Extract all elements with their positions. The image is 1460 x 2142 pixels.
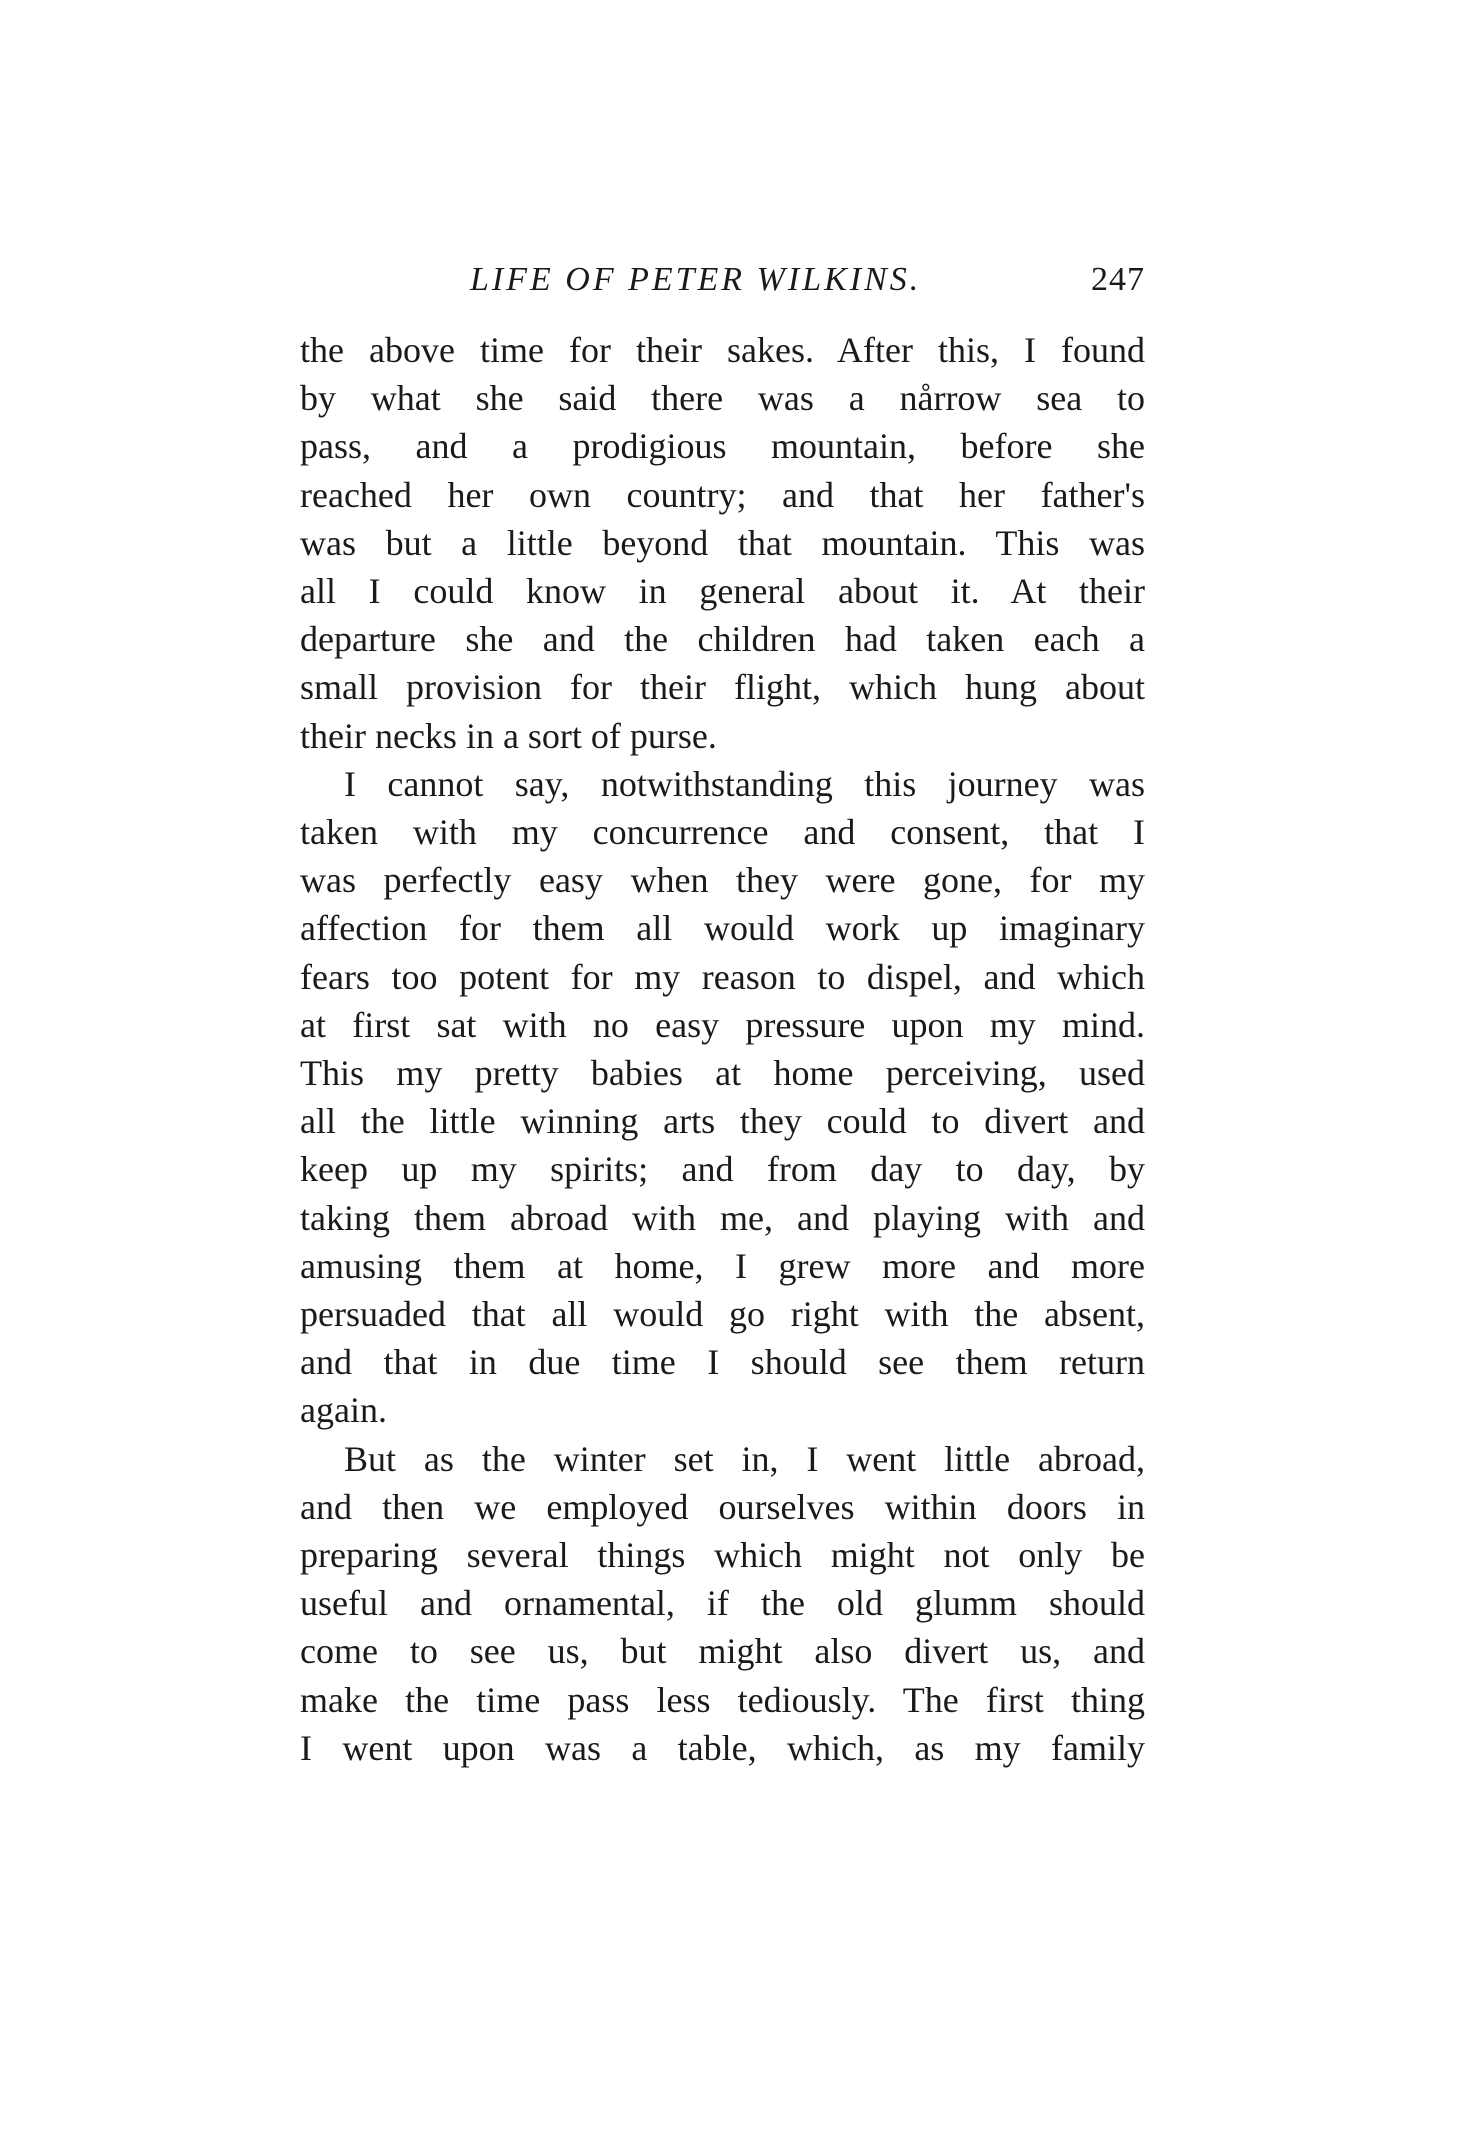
text-line: I cannot say, notwithstanding this journey was [344, 763, 1145, 804]
text-line: persuaded that all would go right with the absent, [300, 1294, 1145, 1335]
text-line: the above time for their sakes. After this, I found [300, 330, 1145, 370]
text-line: affection for them all would work up imaginary [300, 908, 1145, 949]
text-line: taken with my concurrence and consent, that I [300, 812, 1145, 853]
text-line: taking them abroad with me, and playing with and [300, 1197, 1145, 1238]
page-number: 247 [1091, 261, 1145, 298]
text-line: make the time pass less tediously. The first thing [300, 1679, 1145, 1720]
text-line: again. [300, 1390, 387, 1431]
text-line: pass, and a prodigious mountain, before she [300, 426, 1145, 467]
text-line: all the little winning arts they could to divert and [300, 1101, 1145, 1142]
paragraph-1 [300, 326, 1145, 760]
body-text [300, 326, 1145, 1772]
text-line: by what she said there was a nårrow sea to [300, 378, 1145, 419]
text-line: preparing several things which might not only be [300, 1535, 1145, 1576]
text-line: come to see us, but might also divert us, and [300, 1631, 1145, 1672]
text-line: I went upon was a table, which, as my family [300, 1727, 1145, 1768]
text-line: amusing them at home, I grew more and more [300, 1245, 1145, 1286]
running-head [300, 250, 1145, 310]
text-line: was perfectly easy when they were gone, for my [300, 860, 1145, 901]
running-title: LIFE OF PETER WILKINS. [470, 261, 922, 298]
text-line: reached her own country; and that her father's [300, 474, 1145, 515]
text-line: keep up my spirits; and from day to day, by [300, 1149, 1145, 1190]
text-line: at first sat with no easy pressure upon my mind. [300, 1004, 1145, 1045]
text-line: their necks in a sort of purse. [300, 715, 717, 756]
text-line: But as the winter set in, I went little abroad, [344, 1438, 1145, 1479]
text-line: all I could know in general about it. At their [300, 571, 1145, 612]
text-line: was but a little beyond that mountain. This was [300, 522, 1145, 563]
text-line: departure she and the children had taken each a [300, 619, 1145, 660]
text-line: small provision for their flight, which hung about [300, 667, 1145, 708]
text-line: useful and ornamental, if the old glumm should [300, 1583, 1145, 1624]
paragraph-2 [300, 760, 1145, 1435]
text-line: and that in due time I should see them return [300, 1342, 1145, 1383]
text-line: and then we employed ourselves within doors in [300, 1486, 1145, 1527]
text-line: fears too potent for my reason to dispel, and which [300, 956, 1145, 997]
text-line: This my pretty babies at home perceiving, used [300, 1053, 1145, 1094]
paragraph-3 [300, 1435, 1145, 1772]
